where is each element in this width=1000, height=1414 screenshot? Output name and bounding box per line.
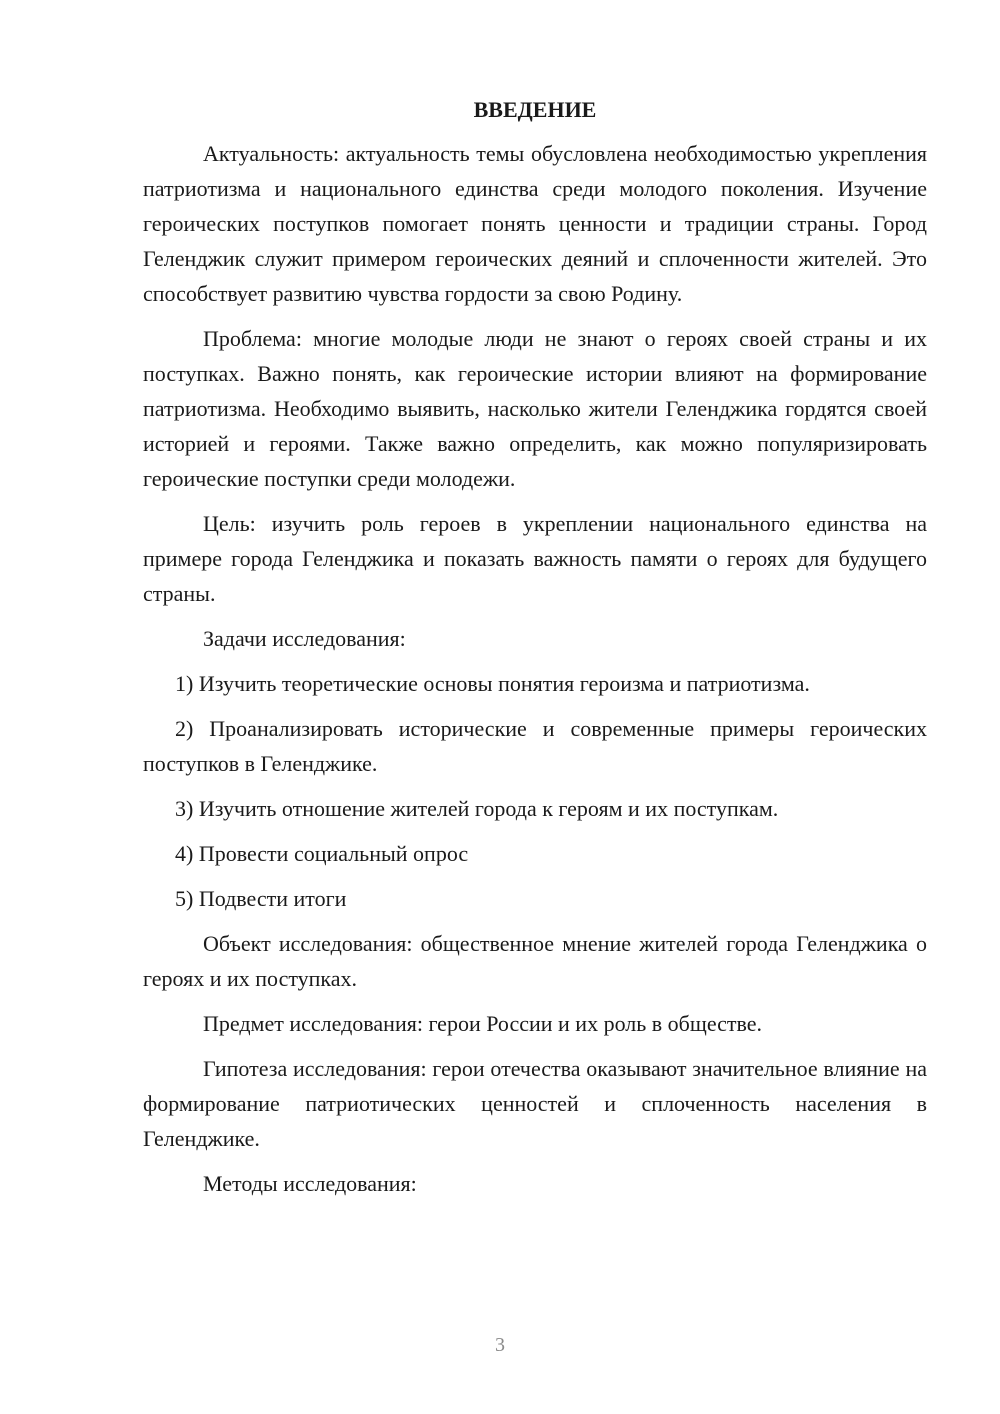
paragraph-relevance: Актуальность: актуальность темы обусловлена необходимостью укрепления патриотизма и национального единства среди молодого поколения. Изучение героических поступков помогает понять ценности и традиции страны. Город Геленджик служит примером героических деяний и сплоченности жителей. Это способствует развитию чувства гордости за свою Родину.	[143, 141, 927, 306]
paragraph-goal: Цель: изучить роль героев в укреплении национального единства на примере города Геленджика и показать важность памяти о героях для будущего страны.	[143, 511, 927, 606]
task-item-3: 3) Изучить отношение жителей города к героям и их поступкам.	[175, 796, 779, 821]
paragraph-problem: Проблема: многие молодые люди не знают о героях своей страны и их поступках. Важно понять, как героические истории влияют на формирование патриотизма. Необходимо выявить, насколько жители Геленджика гордятся своей историей и героями. Также важно определить, как можно популяризировать героические поступки среди молодежи.	[143, 326, 927, 491]
task-item-2: 2) Проанализировать исторические и современные примеры героических поступков в Геленджике.	[143, 716, 927, 776]
page-title: ВВЕДЕНИЕ	[473, 97, 597, 122]
paragraph-object: Объект исследования: общественное мнение жителей города Геленджика о героях и их поступках.	[143, 931, 927, 991]
paragraph-subject: Предмет исследования: герои России и их роль в обществе.	[203, 1011, 763, 1036]
paragraph-hypothesis: Гипотеза исследования: герои отечества оказывают значительное влияние на формирование патриотических ценностей и сплоченность населения в Геленджике.	[143, 1056, 927, 1151]
task-item-5: 5) Подвести итоги	[175, 886, 347, 911]
page-number: 3	[495, 1334, 505, 1356]
paragraph-tasks-heading: Задачи исследования:	[203, 626, 406, 651]
document-page	[143, 96, 927, 1211]
task-item-4: 4) Провести социальный опрос	[175, 841, 469, 866]
task-item-1: 1) Изучить теоретические основы понятия героизма и патриотизма.	[175, 671, 810, 696]
paragraph-methods: Методы исследования:	[203, 1171, 417, 1196]
